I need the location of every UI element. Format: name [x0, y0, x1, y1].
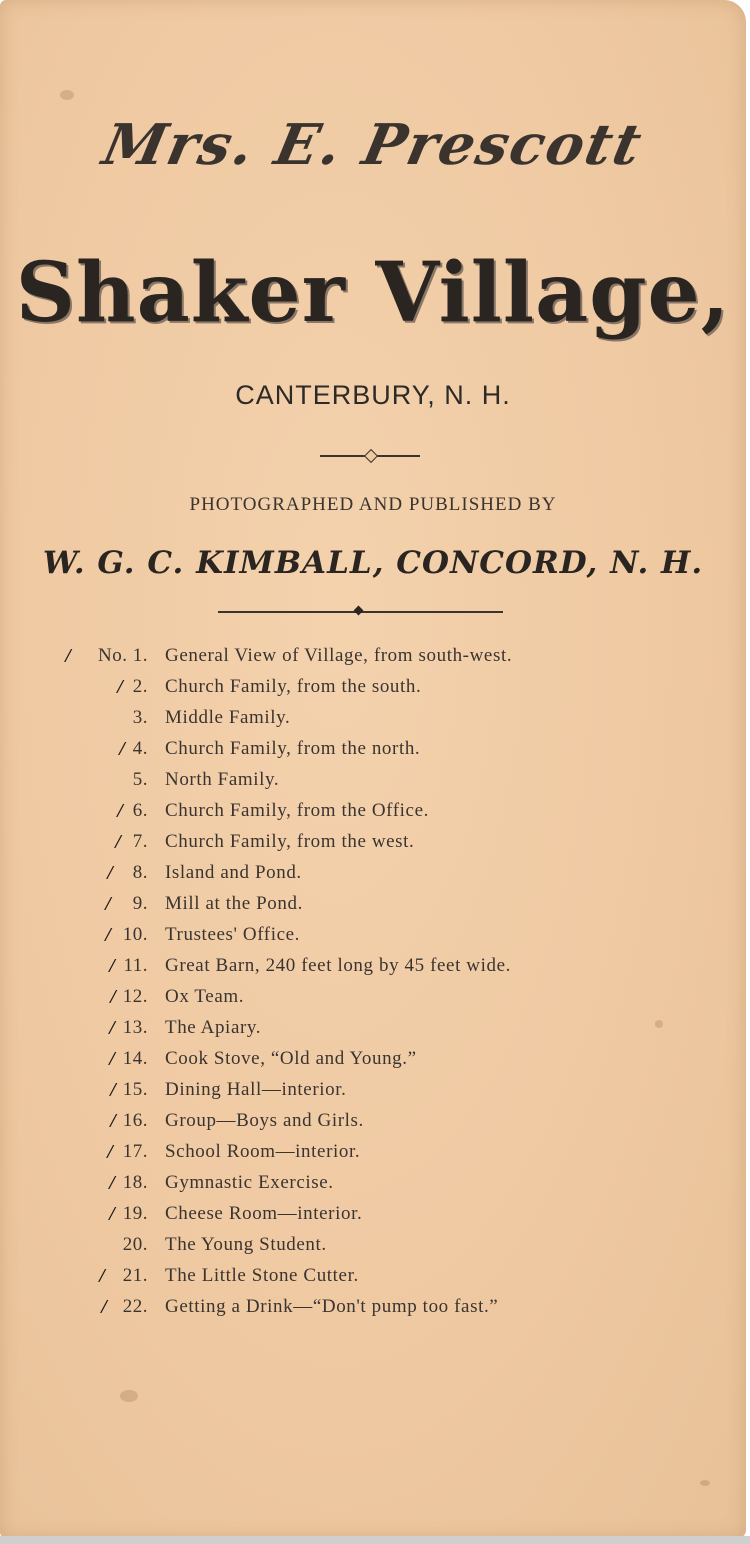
check-mark-icon: /: [101, 1296, 107, 1318]
item-title: Great Barn, 240 feet long by 45 feet wide.: [165, 955, 511, 976]
check-mark-icon: /: [99, 1265, 105, 1287]
item-title: The Apiary.: [165, 1017, 262, 1038]
list-item: [0, 1048, 746, 1078]
list-item: [0, 1110, 746, 1140]
list-item: [0, 893, 746, 923]
list-item: [0, 707, 746, 737]
item-title: Church Family, from the north.: [165, 738, 421, 759]
item-title: Group—Boys and Girls.: [165, 1110, 364, 1131]
item-number: 6.: [132, 800, 148, 821]
published-by-line: PHOTOGRAPHED AND PUBLISHED BY: [189, 494, 557, 515]
item-title: North Family.: [165, 769, 280, 790]
list-item: [0, 645, 746, 675]
item-number: No. 1.: [98, 645, 148, 666]
check-mark-icon: /: [117, 800, 123, 822]
item-number: 13.: [122, 1017, 148, 1038]
check-mark-icon: /: [110, 1079, 116, 1101]
list-item: [0, 862, 746, 892]
item-number: 9.: [132, 893, 148, 914]
check-mark-icon: /: [109, 1203, 115, 1225]
item-number: 12.: [122, 986, 148, 1007]
list-item: [0, 1265, 746, 1295]
check-mark-icon: /: [107, 862, 113, 884]
check-mark-icon: /: [110, 1110, 116, 1132]
paper-stain: [120, 1390, 138, 1402]
page-title: Shaker Village,: [15, 245, 731, 341]
item-number: 19.: [122, 1203, 148, 1224]
item-number: 17.: [122, 1141, 148, 1162]
item-title: Mill at the Pond.: [165, 893, 303, 914]
rule-diamond-icon: [354, 606, 364, 616]
check-mark-icon: /: [109, 1172, 115, 1194]
list-item: [0, 831, 746, 861]
item-number: 2.: [132, 676, 148, 697]
item-number: 15.: [122, 1079, 148, 1100]
item-title: The Little Stone Cutter.: [165, 1265, 359, 1286]
item-number: 4.: [132, 738, 148, 759]
list-item: [0, 676, 746, 706]
item-title: Dining Hall—interior.: [165, 1079, 347, 1100]
item-number: 18.: [122, 1172, 148, 1193]
handwritten-signature: Mrs. E. Prescott: [97, 112, 649, 178]
list-item: [0, 955, 746, 985]
list-item: [0, 924, 746, 954]
item-title: General View of Village, from south-west.: [165, 645, 513, 666]
paper-stain: [700, 1480, 710, 1486]
list-item: [0, 1172, 746, 1202]
location-line: CANTERBURY, N. H.: [235, 380, 511, 410]
list-item: [0, 986, 746, 1016]
item-number: 20.: [122, 1234, 148, 1255]
list-item: [0, 1203, 746, 1233]
card-edge-shadow: [0, 1536, 750, 1544]
item-title: Cheese Room—interior.: [165, 1203, 363, 1224]
check-mark-icon: /: [117, 676, 123, 698]
check-mark-icon: /: [115, 831, 121, 853]
check-mark-icon: /: [109, 955, 115, 977]
item-number: 11.: [123, 955, 148, 976]
check-mark-icon: /: [119, 738, 125, 760]
item-title: School Room—interior.: [165, 1141, 361, 1162]
item-title: The Young Student.: [165, 1234, 327, 1255]
item-number: 16.: [122, 1110, 148, 1131]
list-item: [0, 769, 746, 799]
check-mark-icon: /: [109, 1048, 115, 1070]
item-number: 7.: [132, 831, 148, 852]
check-mark-icon: /: [105, 924, 111, 946]
list-item: [0, 800, 746, 830]
list-item: [0, 1017, 746, 1047]
item-title: Getting a Drink—“Don't pump too fast.”: [165, 1296, 499, 1317]
list-item: [0, 1079, 746, 1109]
item-title: Island and Pond.: [165, 862, 302, 883]
item-number: 21.: [122, 1265, 148, 1286]
check-mark-icon: /: [105, 893, 111, 915]
list-item: [0, 1141, 746, 1171]
item-number: 10.: [122, 924, 148, 945]
check-mark-icon: /: [110, 986, 116, 1008]
publisher-name: W. G. C. KIMBALL, CONCORD, N. H.: [42, 545, 704, 581]
ornament-diamond-icon: [364, 449, 378, 463]
item-title: Gymnastic Exercise.: [165, 1172, 334, 1193]
item-title: Church Family, from the south.: [165, 676, 422, 697]
paper-stain: [60, 90, 74, 100]
item-number: 5.: [132, 769, 148, 790]
paper-stain: [655, 1020, 663, 1028]
item-number: 8.: [132, 862, 148, 883]
item-number: 22.: [122, 1296, 148, 1317]
list-item: [0, 1296, 746, 1326]
item-number: 3.: [132, 707, 148, 728]
item-title: Trustees' Office.: [165, 924, 300, 945]
check-mark-icon: /: [65, 645, 71, 667]
check-mark-icon: /: [107, 1141, 113, 1163]
item-number: 14.: [122, 1048, 148, 1069]
item-title: Church Family, from the Office.: [165, 800, 429, 821]
item-title: Middle Family.: [165, 707, 291, 728]
item-title: Cook Stove, “Old and Young.”: [165, 1048, 417, 1069]
list-item: [0, 738, 746, 768]
check-mark-icon: /: [109, 1017, 115, 1039]
item-title: Ox Team.: [165, 986, 245, 1007]
item-title: Church Family, from the west.: [165, 831, 415, 852]
list-item: [0, 1234, 746, 1264]
